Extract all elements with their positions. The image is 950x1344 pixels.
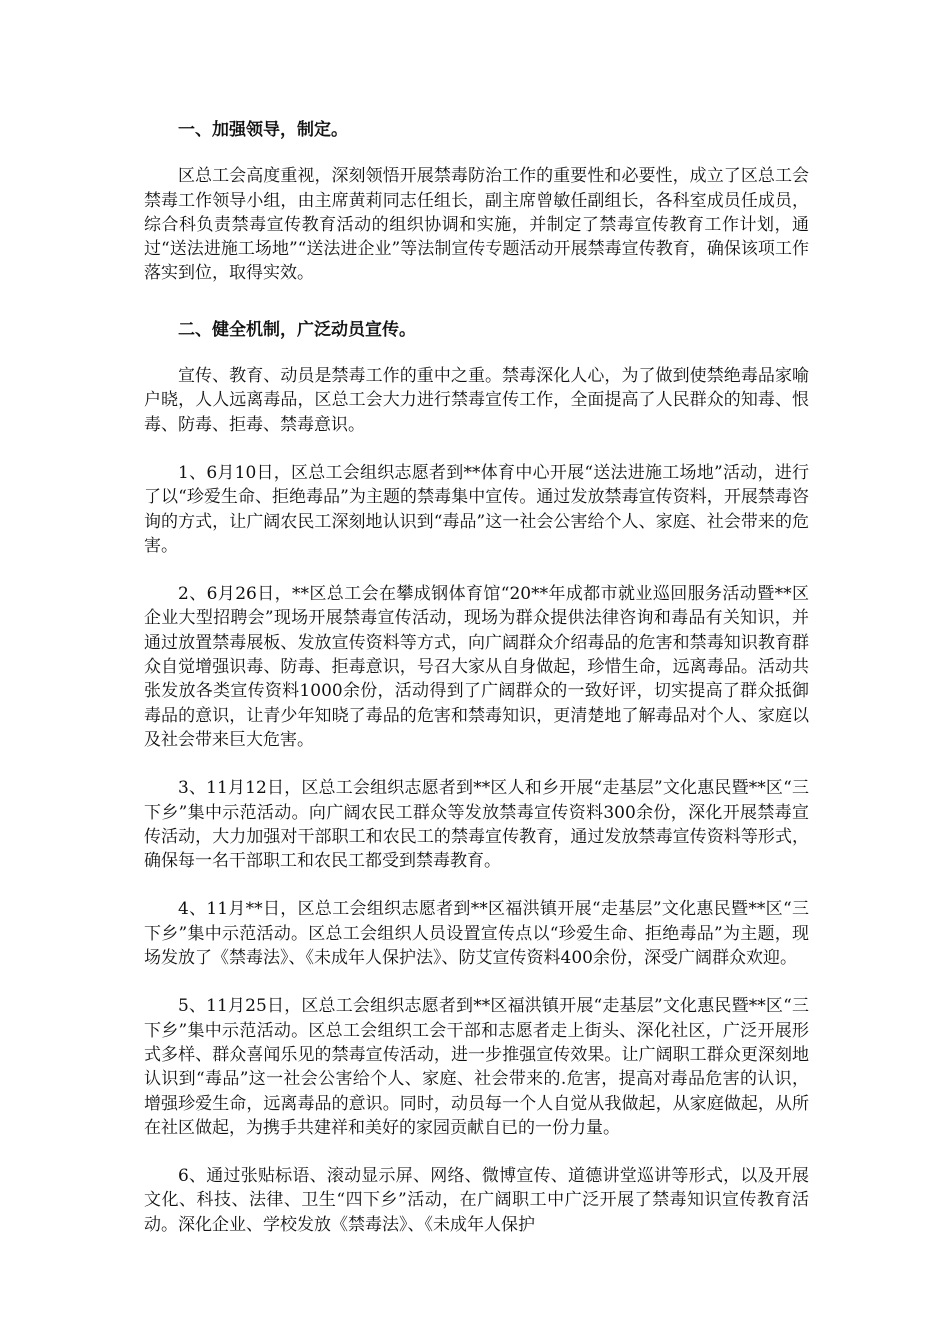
list-item-6: 6、通过张贴标语、滚动显示屏、网络、微博宣传、道德讲堂巡讲等形式，以及开展文化、科技、法律、卫生“四下乡”活动，在广阔职工中广泛开展了禁毒知识宣传教育活动。深化企业、学校发放《禁毒法》、《未成年人保护 xyxy=(144,1166,809,1235)
spacer xyxy=(144,142,809,164)
section-heading-1: 一、加强领导，制定。 xyxy=(178,120,348,140)
spacer xyxy=(144,970,809,994)
section-heading-2: 二、健全机制，广泛动员宣传。 xyxy=(178,319,416,340)
list-item-4: 4、11月**日，区总工会组织志愿者到**区福洪镇开展“走基层”文化惠民暨**区“三下乡”集中示范活动。区总工会组织人员设置宣传点以“珍爱生命、拒绝毒品”为主题，现场发放了《禁毒法》、《未成年人保护法》、防艾宣传资料400余份，深受广阔群众欢迎。 xyxy=(144,899,809,969)
spacer xyxy=(144,342,809,364)
list-item-3: 3、11月12日，区总工会组织志愿者到**区人和乡开展“走基层”文化惠民暨**区“三下乡”集中示范活动。向广阔农民工群众等发放禁毒宣传资料300余份，深化开展禁毒宣传活动，大力加强对干部职工和农民工的禁毒宣传教育，通过发放禁毒宣传资料等形式，确保每一名干部职工和农民工都受到禁毒教育。 xyxy=(144,778,809,872)
list-item-1: 1、6月10日，区总工会组织志愿者到**体育中心开展“送法进施工场地”活动，进行了以“珍爱生命、拒绝毒品”为主题的禁毒集中宣传。通过发放禁毒宣传资料，开展禁毒咨询的方式，让广阔农民工深刻地认识到“毒品”这一社会公害给个人、家庭、社会带来的危害。 xyxy=(144,462,809,556)
document-page xyxy=(144,110,809,1237)
spacer xyxy=(144,752,809,776)
spacer xyxy=(144,1140,809,1164)
list-item-2: 2、6月26日，**区总工会在攀成钢体育馆“20**年成都市就业巡回服务活动暨**区企业大型招聘会”现场开展禁毒宣传活动，现场为群众提供法律咨询和毒品有关知识，并通过放置禁毒展板、发放宣传资料等方式，向广阔群众介绍毒品的危害和禁毒知识教育群众自觉增强识毒、防毒、拒毒意识，号召大家从自身做起，珍惜生命，远离毒品。活动共张发放各类宣传资料1000余份，活动得到了广阔群众的一致好评，切实提高了群众抵御毒品的意识，让青少年知晓了毒品的危害和禁毒知识，更清楚地了解毒品对个人、家庭以及社会带来巨大危害。 xyxy=(144,584,809,750)
spacer xyxy=(144,286,809,310)
spacer xyxy=(144,873,809,897)
list-item-5: 5、11月25日，区总工会组织志愿者到**区福洪镇开展“走基层”文化惠民暨**区“三下乡”集中示范活动。区总工会组织工会干部和志愿者走上街头、深化社区，广泛开展形式多样、群众喜闻乐见的禁毒宣传活动，进一步推强宣传效果。让广阔职工群众更深刻地认识到“毒品”这一社会公害给个人、家庭、社会带来的.危害，提高对毒品危害的认识，增强珍爱生命，远离毒品的意识。同时，动员每一个人自觉从我做起，从家庭做起，从所在社区做起，为携手共建祥和美好的家园贡献自已的一份力量。 xyxy=(144,996,809,1138)
spacer xyxy=(144,437,809,461)
section-1-paragraph: 区总工会高度重视，深刻领悟开展禁毒防治工作的重要性和必要性，成立了区总工会禁毒工作领导小组，由主席黄莉同志任组长，副主席曾敏任副组长，各科室成员任成员，综合科负责禁毒宣传教育活动的组织协调和实施，并制定了禁毒宣传教育工作计划，通过“送法进施工场地”“送法进企业”等法制宣传专题活动开展禁毒宣传教育，确保该项工作落实到位，取得实效。 xyxy=(144,166,809,284)
spacer xyxy=(144,558,809,582)
section-2-intro-paragraph: 宣传、教育、动员是禁毒工作的重中之重。禁毒深化人心，为了做到使禁绝毒品家喻户晓，人人远离毒品，区总工会大力进行禁毒宣传工作，全面提高了人民群众的知毒、恨毒、防毒、拒毒、禁毒意识。 xyxy=(144,366,809,435)
